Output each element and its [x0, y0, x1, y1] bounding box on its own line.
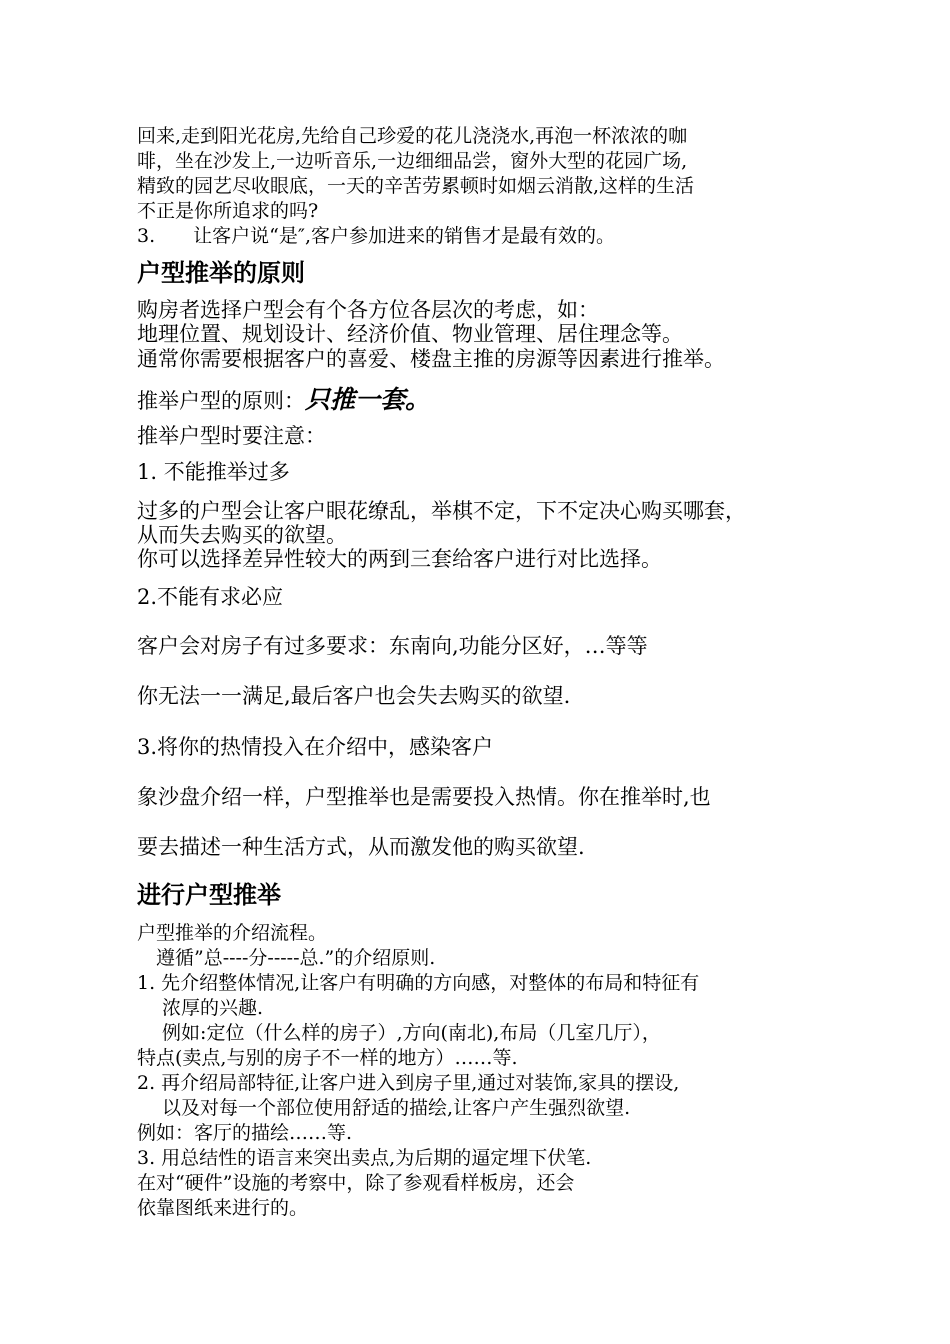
process-line: 例如：客厅的描绘……等. — [137, 1122, 353, 1144]
principle-emphasis: 只推一套。 — [305, 385, 431, 414]
intro-line-4: 不正是你所追求的吗? — [137, 200, 319, 222]
item-title: 1. 不能推举过多 — [137, 460, 290, 484]
paragraph-line: 购房者选择户型会有个各方位各层次的考虑，如： — [137, 298, 599, 322]
item-title: 2.不能有求必应 — [137, 585, 284, 609]
paragraph-line: 过多的户型会让客户眼花缭乱，举棋不定，下不定决心购买哪套， — [137, 499, 746, 523]
intro-line-3: 精致的园艺尽收眼底，一天的辛苦劳累顿时如烟云消散,这样的生活 — [137, 175, 695, 197]
paragraph-line: 客户会对房子有过多要求：东南向,功能分区好，…等等 — [137, 634, 648, 658]
process-line: 依靠图纸来进行的。 — [137, 1197, 309, 1219]
process-line: 3. 用总结性的语言来突出卖点,为后期的逼定埋下伏笔. — [137, 1147, 592, 1169]
process-line: 浓厚的兴趣. — [137, 997, 264, 1019]
process-line: 特点(卖点,与别的房子不一样的地方）……等. — [137, 1047, 518, 1069]
process-line: 2. 再介绍局部特征,让客户进入到房子里,通过对装饰,家具的摆设, — [137, 1072, 680, 1094]
paragraph-line: 从而失去购买的欲望。 — [137, 523, 347, 547]
process-line: 例如:定位（什么样的房子）,方向(南北),布局（几室几厅）， — [137, 1022, 661, 1044]
principle-line — [137, 385, 431, 414]
paragraph-line: 地理位置、规划设计、经济价值、物业管理、居住理念等。 — [137, 322, 683, 346]
paragraph-line: 你可以选择差异性较大的两到三套给客户进行对比选择。 — [137, 547, 662, 571]
process-line: 在对“硬件”设施的考察中，除了参观看样板房，还会 — [137, 1172, 575, 1194]
paragraph-line: 要去描述一种生活方式，从而激发他的购买欲望. — [137, 835, 585, 859]
intro-line-2: 啡，坐在沙发上,一边听音乐,一边细细品尝，窗外大型的花园广场, — [137, 150, 688, 172]
section-heading-principles: 户型推举的原则 — [137, 259, 305, 287]
paragraph-line: 通常你需要根据客户的喜爱、楼盘主推的房源等因素进行推举。 — [137, 347, 725, 371]
paragraph-line: 象沙盘介绍一样，户型推举也是需要投入热情。你在推举时,也 — [137, 785, 711, 809]
intro-line-1: 回来,走到阳光花房,先给自己珍爱的花儿浇浇水,再泡一杯浓浓的咖 — [137, 125, 688, 147]
principle-label: 推举户型的原则： — [137, 389, 305, 413]
item-title: 3.将你的热情投入在介绍中，感染客户 — [137, 735, 494, 759]
paragraph-line: 你无法一一满足,最后客户也会失去购买的欲望. — [137, 684, 571, 708]
section-heading-presentation: 进行户型推举 — [137, 881, 281, 909]
process-line: 户型推举的介绍流程。 — [137, 922, 328, 944]
process-line: 以及对每一个部位使用舒适的描绘,让客户产生强烈欲望. — [137, 1097, 631, 1119]
note-line: 推举户型时要注意： — [137, 424, 326, 448]
intro-line-5: 3. 让客户说“是″,客户参加进来的销售才是最有效的。 — [137, 225, 615, 247]
process-line: 1. 先介绍整体情况,让客户有明确的方向感，对整体的布局和特征有 — [137, 972, 700, 994]
process-line: 遵循”总----分-----总.”的介绍原则. — [137, 947, 436, 969]
